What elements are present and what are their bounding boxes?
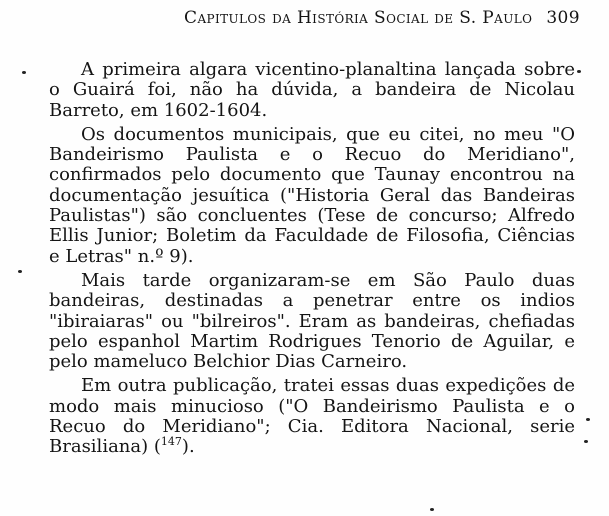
ink-speck [584,440,588,443]
body-text [49,60,575,462]
ink-speck [586,418,590,421]
running-title: Capitulos da História Social de S. Paulo [184,8,533,28]
paragraph-2: Os documentos municipais, que eu citei, no meu "O Bandeirismo Paulista e o Recuo do Meridiano", confirmados pelo documento que Taunay encontrou na documentação jesuítica ("Historia Geral das Bandeiras Paulistas") são concluentes (Tese de concurso; Alfredo Ellis Junior; Boletim da Faculdade de Filosofia, Ciências e Letras" n.º 9). [49,123,575,267]
paragraph-3: Mais tarde organizaram-se em São Paulo duas bandeiras, destinadas a penetrar entre os indios "ibiraiaras" ou "bilreiros". Eram as bandeiras, chefiadas pelo espanhol Martim Rodrigues Tenorio de Aguilar, e pelo mameluco Belchior Dias Carneiro. [49,269,575,373]
ink-speck [430,508,434,511]
ink-speck [18,270,22,273]
ink-speck [577,70,581,73]
paragraph-4 [49,376,575,457]
page-number: 309 [546,8,580,28]
footnote-open: ( [153,436,161,458]
paragraph-4-text: Em outra publicação, tratei essas duas expedições de modo mais minucioso ("O Bandeirismo Paulista e o Recuo do Meridiano"; Cia. Editora Nacional, serie Brasiliana) [49,375,575,458]
footnote-reference: 147 [160,435,182,449]
footnote-close: ). [181,436,195,458]
paragraph-1: A primeira algara vicentino-planaltina lançada sobre o Guairá foi, não ha dúvida, a bandeira de Nicolau Barreto, em 1602-1604. [49,59,575,121]
ink-speck [22,71,26,74]
running-header [60,8,580,28]
